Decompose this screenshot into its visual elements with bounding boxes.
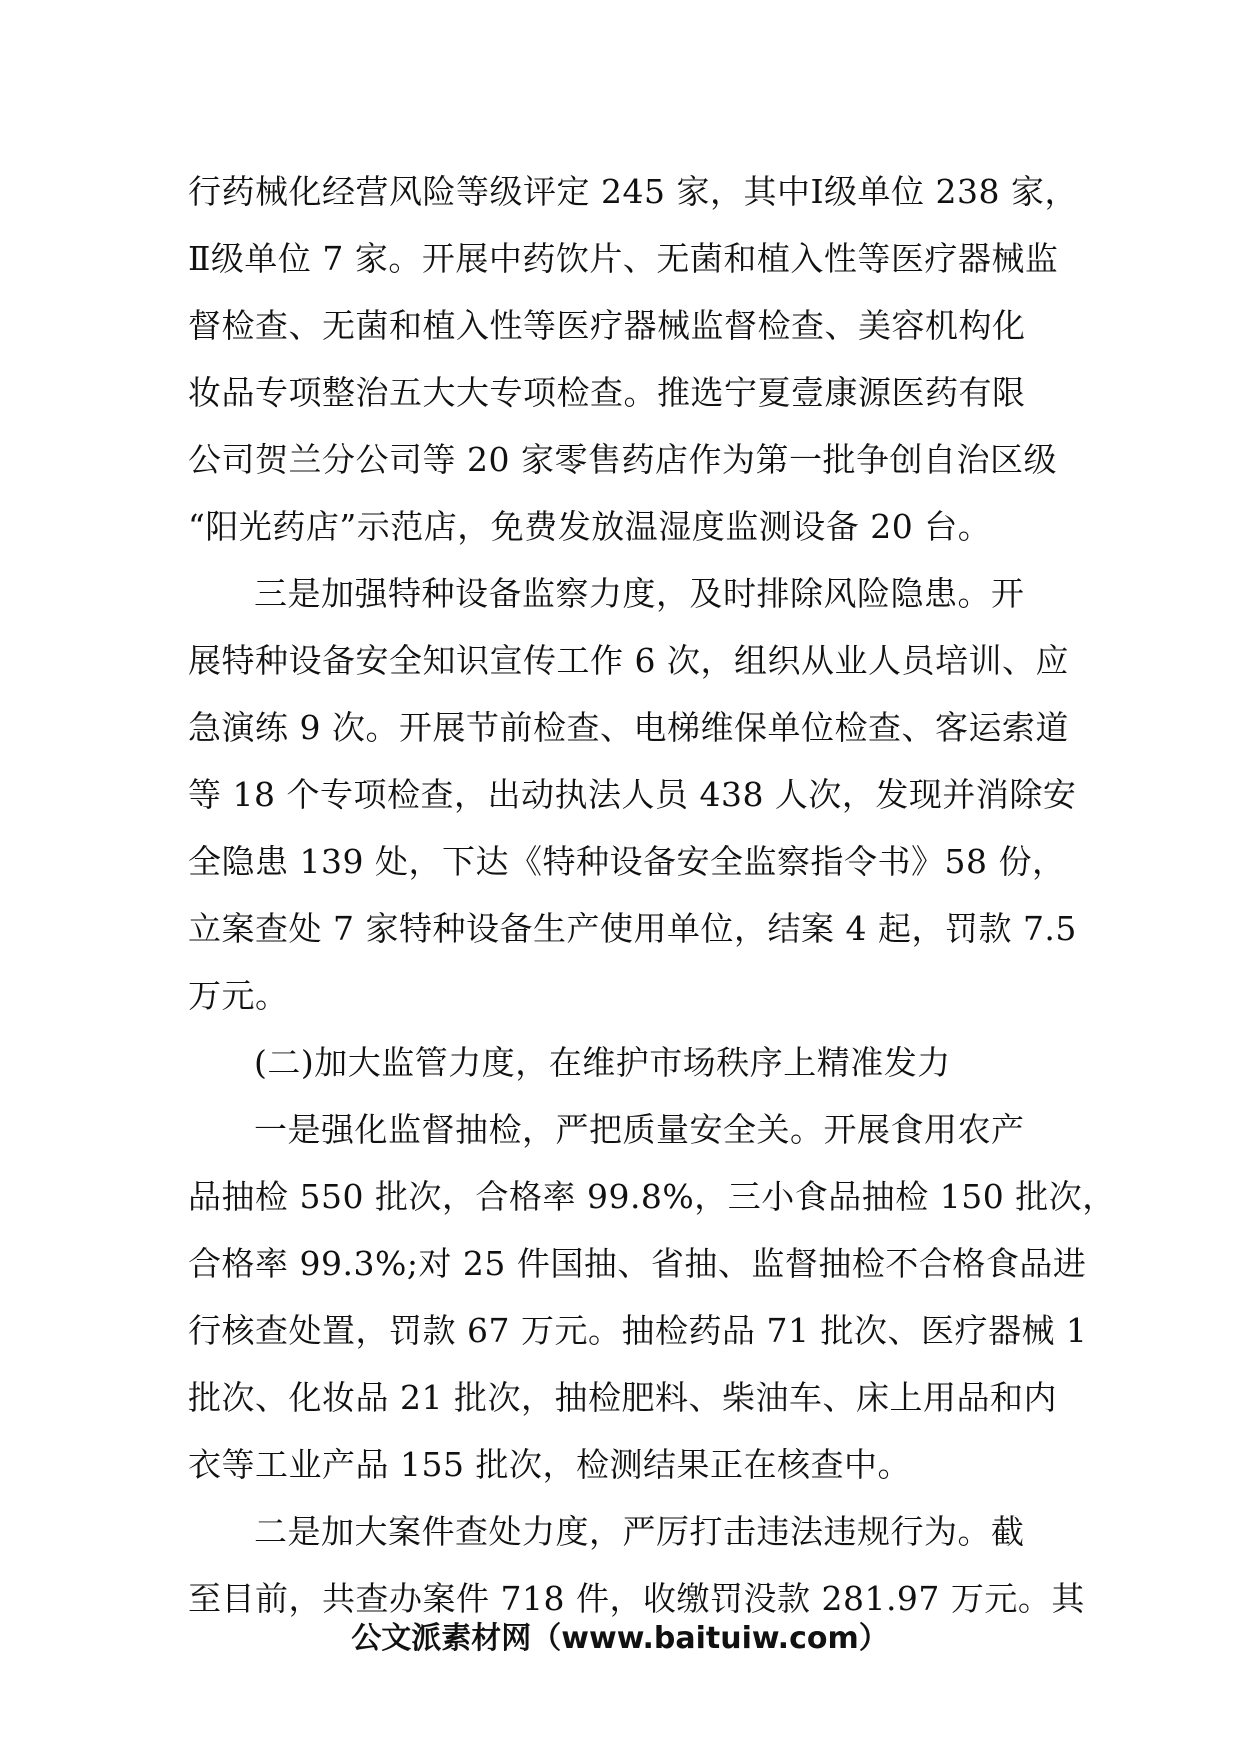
text-line: 至目前，共查办案件 718 件，收缴罚没款 281.97 万元。其 — [188, 1579, 1085, 1618]
text-line: 等 18 个专项检查，出动执法人员 438 人次，发现并消除安 — [188, 775, 1077, 814]
text-line: 行药械化经营风险等级评定 245 家，其中Ⅰ级单位 238 家， — [188, 172, 1078, 211]
text-line: 全隐患 139 处，下达《特种设备安全监察指令书》58 份， — [188, 842, 1066, 881]
text-line: 妆品专项整治五大大专项检查。推选宁夏壹康源医药有限 — [188, 373, 1026, 412]
text-line: 衣等工业产品 155 批次，检测结果正在核查中。 — [188, 1445, 911, 1484]
paragraph-start-line: 二是加大案件查处力度，严厉打击违法违规行为。截 — [254, 1512, 1025, 1551]
text-line: 品抽检 550 批次，合格率 99.8%，三小食品抽检 150 批次， — [188, 1177, 1116, 1216]
footer-watermark: 公文派素材网（www.baituiw.com） — [351, 1621, 889, 1656]
text-line: 合格率 99.3%;对 25 件国抽、省抽、监督抽检不合格食品进 — [188, 1244, 1087, 1283]
text-line: 批次、化妆品 21 批次，抽检肥料、柴油车、床上用品和内 — [188, 1378, 1057, 1417]
paragraph-start-line: 三是加强特种设备监察力度，及时排除风险隐患。开 — [254, 574, 1025, 613]
text-line: 立案查处 7 家特种设备生产使用单位，结案 4 起，罚款 7.5 — [188, 909, 1077, 948]
body-text — [188, 158, 1116, 1632]
text-line: 急演练 9 次。开展节前检查、电梯维保单位检查、客运索道 — [188, 708, 1069, 747]
text-line: 行核查处置，罚款 67 万元。抽检药品 71 批次、医疗器械 1 — [188, 1311, 1088, 1350]
text-line: Ⅱ级单位 7 家。开展中药饮片、无菌和植入性等医疗器械监 — [188, 239, 1059, 278]
section-heading: (二)加大监管力度，在维护市场秩序上精准发力 — [254, 1043, 951, 1082]
text-line: “阳光药店”示范店，免费发放温湿度监测设备 20 台。 — [188, 507, 992, 546]
paragraph-start-line: 一是强化监督抽检，严把质量安全关。开展食用农产 — [254, 1110, 1025, 1149]
text-line: 公司贺兰分公司等 20 家零售药店作为第一批争创自治区级 — [188, 440, 1057, 479]
text-line: 展特种设备安全知识宣传工作 6 次，组织从业人员培训、应 — [188, 641, 1069, 680]
text-line: 万元。 — [188, 976, 289, 1015]
text-line: 督检查、无菌和植入性等医疗器械监督检查、美容机构化 — [188, 306, 1026, 345]
